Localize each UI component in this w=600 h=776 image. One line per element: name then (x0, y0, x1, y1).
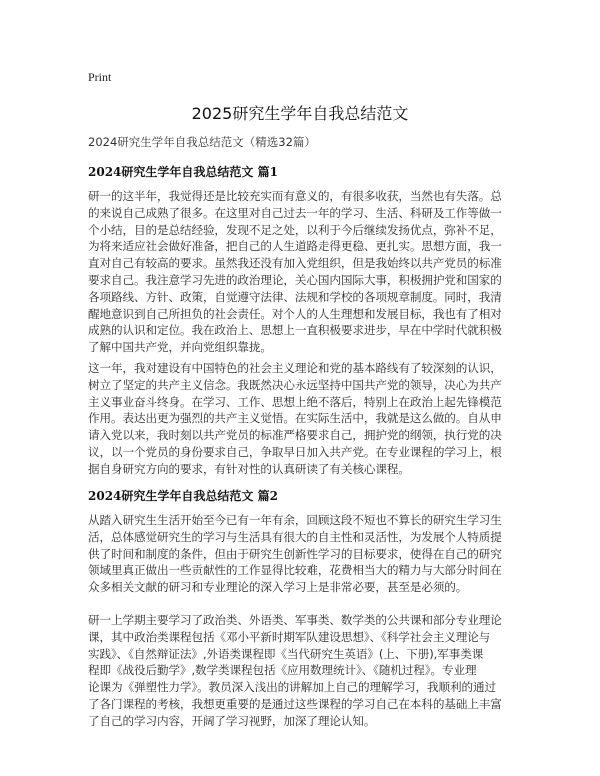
text-line: 程即《战役后勤学》,数学类课程包括《应用数理统计》、《随机过程》。专业理 (88, 663, 477, 678)
text-line: 领域里真正做出一些贡献性的工作显得比较难，花费相当大的精力与大部分时间在 (88, 563, 502, 578)
paragraph (88, 360, 514, 478)
text-line: 醒地意识到自己所担负的社会责任。对个人的人生理想和发展目标，我也有了相对 (88, 306, 502, 321)
section-heading-2: 2024研究生学年自我总结范文 篇2 (88, 489, 278, 503)
page-title: 2025研究生学年自我总结范文 (191, 104, 409, 123)
text-line: 直对自己有较高的要求。虽然我还没有加入党组织，但是我始终以共产党员的标准 (88, 256, 502, 271)
text-line: 的来说自己成熟了很多。在这里对自己过去一年的学习、生活、科研及工作等做一 (88, 205, 502, 220)
text-line: 从踏入研究生生活开始至今已有一年有余，回顾这段不短也不算长的研究生学习生 (88, 513, 502, 527)
text-line: 研一的这半年，我觉得还是比较充实而有意义的，有很多收获，当然也有失落。总 (88, 189, 502, 203)
paragraph (88, 188, 514, 356)
text-line: 成熟的认识和定位。我在政治上、思想上一直积极要求进步，早在中学时代就积极 (88, 323, 502, 338)
text-line: 实践》、《自然辩证法》,外语类课程即《当代研究生英语》(上、下册),军事类课 (88, 646, 484, 661)
text-line: 议，以一个党员的身份要求自己，争取早日加入共产党。在专业课程的学习上，根 (88, 444, 502, 459)
text-line: 研一上学期主要学习了政治类、外语类、军事类、数学类的公共课和部分专业理论 (88, 613, 502, 627)
text-line: 了自己的学习内容，开阔了学习视野，加深了理论认知。 (88, 713, 376, 728)
section-heading-1: 2024研究生学年自我总结范文 篇1 (88, 165, 278, 179)
text-line: 作用。表达出更为强烈的共产主义觉悟。在实际生活中，我就是这么做的。自从申 (88, 411, 502, 426)
text-line: 供了时间和制度的条件，但由于研究生创新性学习的目标要求，使得在自己的研究 (88, 546, 502, 561)
text-line: 众多相关文献的研习和专业理论的深入学习上是非常必要，甚至是必须的。 (88, 580, 468, 595)
text-line: 论课为《弹塑性力学》。教员深入浅出的讲解加上自己的理解学习，我顺利的通过 (88, 680, 496, 695)
text-line: 要求自己。我注意学习先进的政治理论，关心国内国际大事，积极拥护党和国家的 (88, 272, 502, 287)
text-line: 各项路线、方针、政策，自觉遵守法律、法规和学校的各项规章制度。同时，我清 (88, 289, 502, 304)
text-line: 了各门课程的考核，我想更重要的是通过这些课程的学习自己在本科的基础上丰富 (88, 696, 502, 711)
text-line: 了解中国共产党，并向党组织靠拢。 (88, 340, 272, 355)
text-line: 个小结，目的是总结经验，发现不足之处，以利于今后继续发扬优点，弥补不足， (88, 222, 502, 237)
text-line: 为将来适应社会做好准备，把自己的人生道路走得更稳、更扎实。思想方面，我一 (88, 239, 502, 254)
text-line: 请入党以来，我时刻以共产党员的标准严格要求自己，拥护党的纲领，执行党的决 (88, 428, 502, 443)
paragraph (88, 612, 514, 730)
text-line: 据自身研究方向的要求，有针对性的认真研读了有关核心课程。 (88, 461, 410, 476)
text-line: 树立了坚定的共产主义信念。我既然决心永远坚持中国共产党的领导，决心为共产 (88, 377, 502, 392)
paragraph (88, 512, 514, 596)
text-line: 活，总体感觉研究生的学习与生活具有很大的自主性和灵活性，为发展个人特质提 (88, 529, 502, 544)
text-line: 课，其中政治类课程包括《邓小平新时期军队建设思想》、《科学社会主义理论与 (88, 629, 491, 644)
text-line: 这一年，我对建设有中国特色的社会主义理论和党的基本路线有了较深刻的认识， (88, 361, 502, 375)
text-line: 主义事业奋斗终身。在学习、工作、思想上绝不落后，特别上在政治上起先锋模范 (88, 394, 502, 409)
document-subtitle: 2024研究生学年自我总结范文（精选32篇） (88, 135, 316, 149)
print-link[interactable]: Print (88, 70, 112, 84)
